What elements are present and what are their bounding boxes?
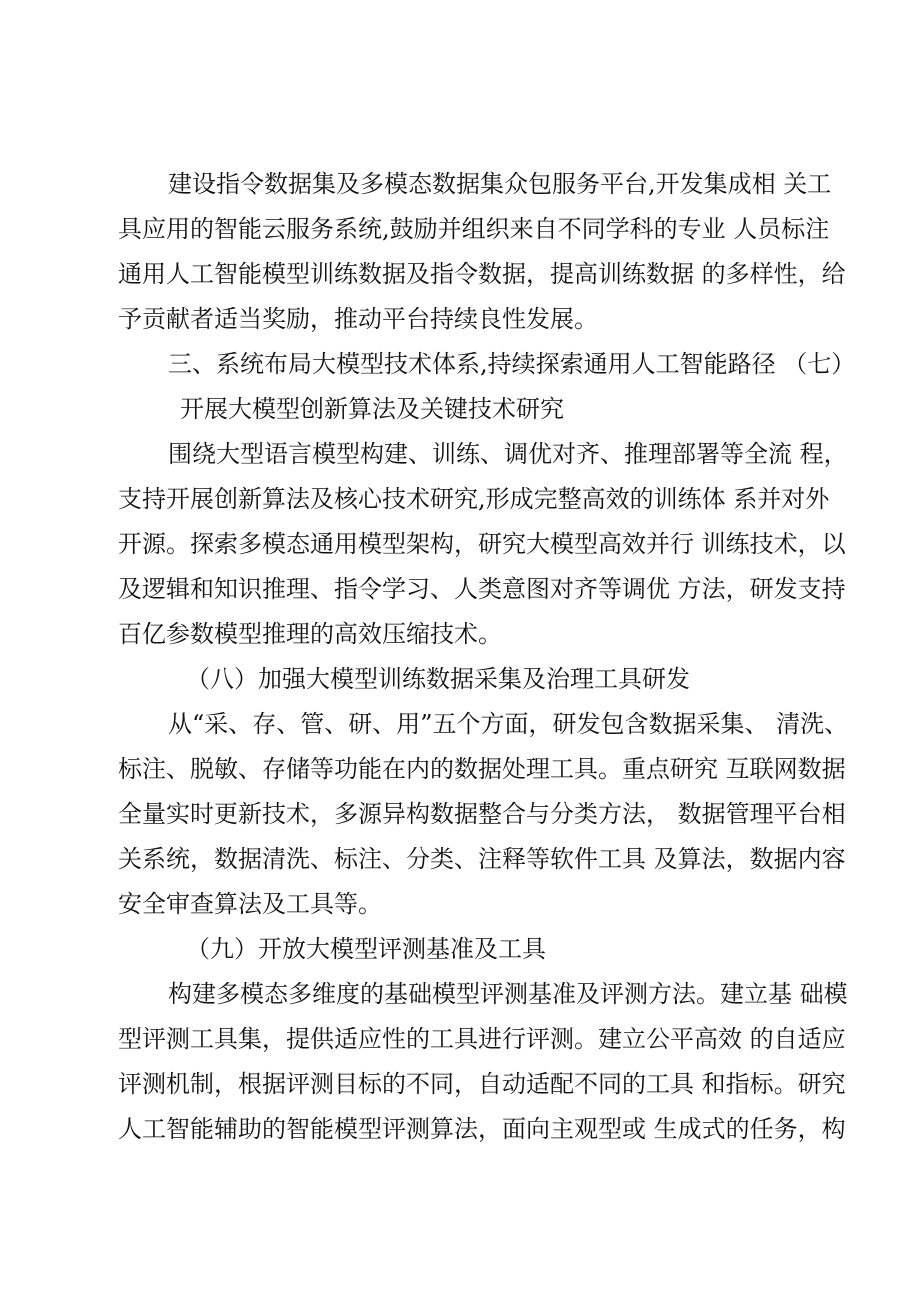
- paragraph-9-line-3: 评测机制，根据评测目标的不同，自动适配不同的工具 和指标。研究: [118, 1070, 846, 1098]
- paragraph-7-line-3: 开源。探索多模态通用模型架构，研究大模型高效并行 训练技术，以: [118, 530, 846, 558]
- paragraph-7-line-1: 围绕大型语言模型构建、训练、调优对齐、推理部署等全流 程，: [168, 440, 848, 468]
- paragraph-1-line-2: 具应用的智能云服务系统,鼓励并组织来自不同学科的专业 人员标注: [118, 215, 830, 243]
- paragraph-1-line-3: 通用人工智能模型训练数据及指令数据，提高训练数据 的多样性，给: [118, 260, 846, 288]
- paragraph-9-line-1: 构建多模态多维度的基础模型评测基准及评测方法。建立基 础模: [168, 980, 848, 1008]
- subsection-heading-9: （九）开放大模型评测基准及工具: [186, 935, 546, 963]
- paragraph-8-line-1: 从“采、存、管、研、用”五个方面，研发包含数据采集、 清洗、: [168, 710, 849, 738]
- paragraph-7-line-5: 百亿参数模型推理的高效压缩技术。: [118, 620, 502, 648]
- subsection-heading-8: （八）加强大模型训练数据采集及治理工具研发: [186, 665, 690, 693]
- paragraph-7-line-4: 及逻辑和知识推理、指令学习、人类意图对齐等调优 方法，研发支持: [118, 575, 846, 603]
- subsection-heading-7: 开展大模型创新算法及关键技术研究: [180, 395, 564, 423]
- paragraph-9-line-2: 型评测工具集，提供适应性的工具进行评测。建立公平高效 的自适应: [118, 1025, 846, 1053]
- paragraph-1-line-1: 建设指令数据集及多模态数据集众包服务平台,开发集成相 关工: [168, 170, 832, 198]
- paragraph-7-line-2: 支持开展创新算法及核心技术研究,形成完整高效的训练体 系并对外: [118, 485, 830, 513]
- paragraph-8-line-3: 全量实时更新技术，多源异构数据整合与分类方法， 数据管理平台相: [118, 800, 846, 828]
- paragraph-8-line-2: 标注、脱敏、存储等功能在内的数据处理工具。重点研究 互联网数据: [118, 755, 846, 783]
- section-heading-3: 三、系统布局大模型技术体系,持续探索通用人工智能路径 （七）: [168, 350, 856, 378]
- paragraph-8-line-5: 安全审查算法及工具等。: [118, 890, 382, 918]
- paragraph-8-line-4: 关系统，数据清洗、标注、分类、注释等软件工具 及算法，数据内容: [118, 845, 846, 873]
- paragraph-9-line-4: 人工智能辅助的智能模型评测算法，面向主观型或 生成式的任务，构: [118, 1115, 846, 1143]
- paragraph-1-line-4: 予贡献者适当奖励，推动平台持续良性发展。: [118, 305, 598, 333]
